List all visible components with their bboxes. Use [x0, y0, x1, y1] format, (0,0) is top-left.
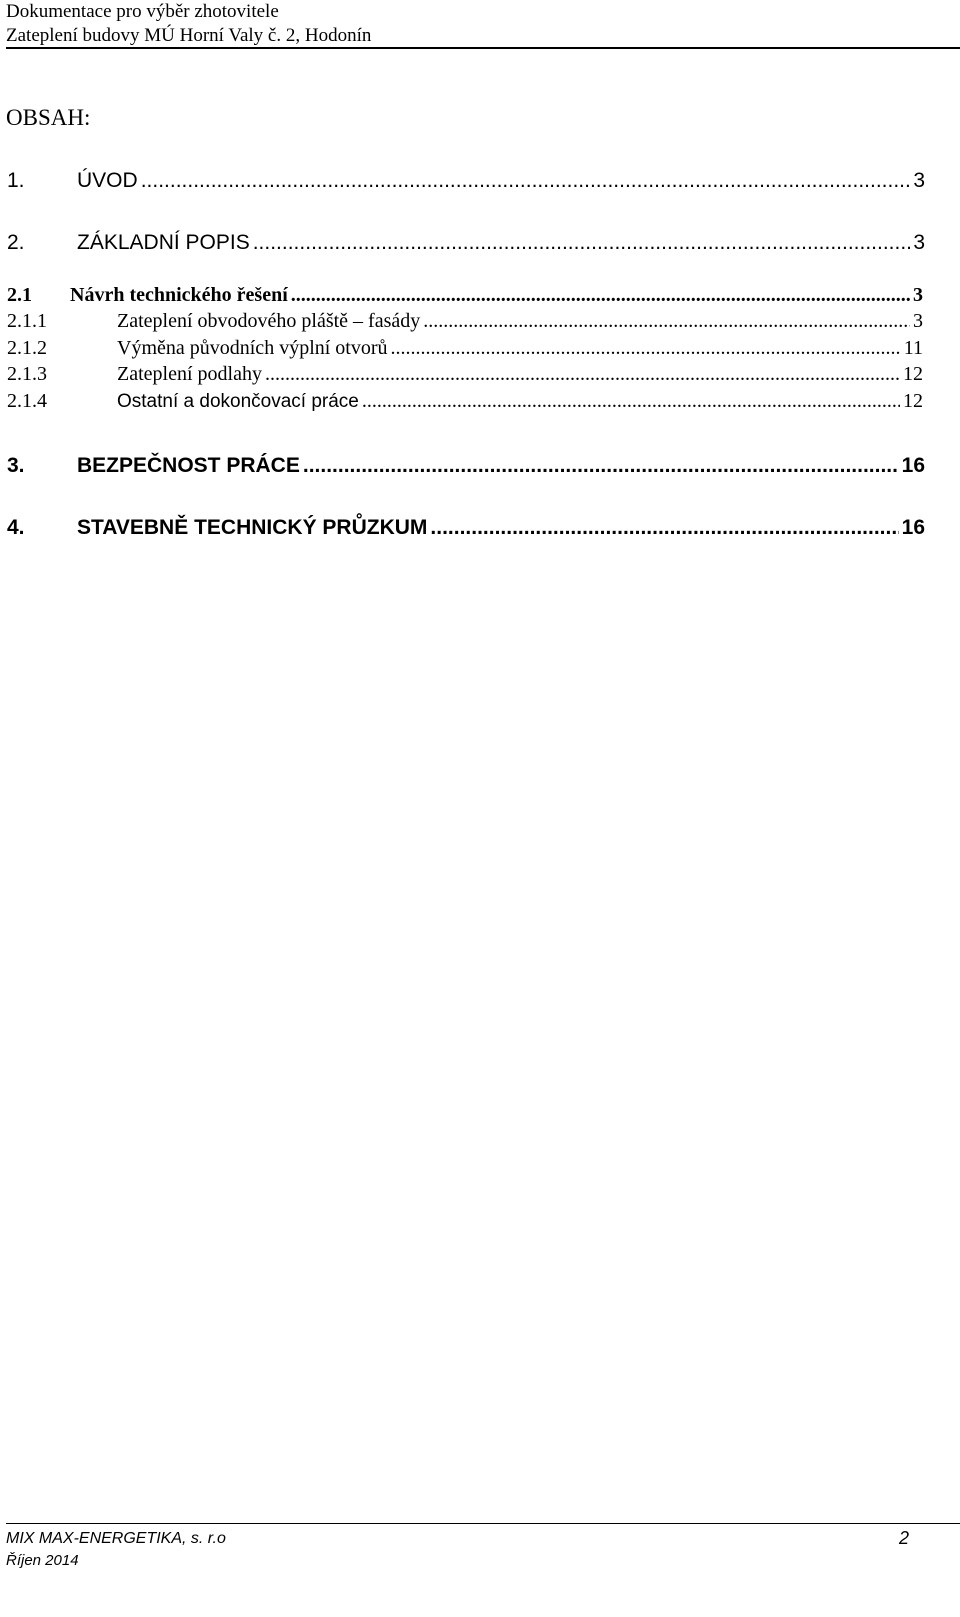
toc-entry-page: 16 — [901, 516, 925, 539]
toc-entry-text: Výměna původních výplní otvorů — [117, 337, 388, 359]
toc-dot-leader — [291, 284, 910, 307]
footer-company: MIX MAX-ENERGETIKA, s. r.o — [6, 1530, 226, 1547]
header-project-title: Zateplení budovy MÚ Horní Valy č. 2, Hodonín — [6, 25, 372, 46]
toc-entry-stavebne-technicky-pruzkum[interactable] — [7, 516, 925, 540]
toc-entry-page: 3 — [913, 284, 923, 306]
toc-entry-number: 3. — [7, 454, 25, 477]
toc-entry-vymena-vyplni[interactable] — [7, 337, 923, 360]
toc-entry-text: ZÁKLADNÍ POPIS — [77, 231, 250, 254]
toc-dot-leader — [265, 363, 900, 386]
toc-entry-zatepleni-plaste[interactable] — [7, 310, 923, 333]
toc-entry-text: BEZPEČNOST PRÁCE — [77, 454, 300, 477]
footer-page-number: 2 — [899, 1528, 910, 1548]
toc-entry-text: Zateplení obvodového pláště – fasády — [117, 310, 421, 332]
toc-dot-leader — [423, 310, 910, 333]
toc-entry-number: 2.1.4 — [7, 390, 47, 412]
toc-dot-leader — [303, 454, 899, 478]
toc-entry-number: 2.1.1 — [7, 310, 47, 332]
toc-entry-number: 2.1 — [7, 284, 32, 306]
toc-entry-navrh-reseni[interactable] — [7, 284, 923, 307]
toc-entry-number: 2.1.3 — [7, 363, 47, 385]
toc-entry-uvod[interactable] — [7, 169, 925, 193]
toc-entry-page: 16 — [901, 454, 925, 477]
toc-entry-number: 1. — [7, 169, 25, 192]
toc-entry-text: Zateplení podlahy — [117, 363, 262, 385]
toc-entry-ostatni-prace[interactable] — [7, 390, 923, 413]
toc-entry-zatepleni-podlahy[interactable] — [7, 363, 923, 386]
toc-entry-number: 2.1.2 — [7, 337, 47, 359]
toc-entry-page: 3 — [913, 310, 923, 332]
toc-entry-page: 11 — [903, 337, 923, 359]
toc-entry-text: ÚVOD — [77, 169, 138, 192]
toc-title: OBSAH: — [6, 105, 91, 130]
toc-dot-leader — [141, 169, 911, 193]
toc-dot-leader — [362, 390, 900, 413]
footer-date: Říjen 2014 — [6, 1552, 79, 1569]
toc-entry-text: STAVEBNĚ TECHNICKÝ PRŮZKUM — [77, 516, 428, 539]
toc-entry-number: 4. — [7, 516, 25, 539]
toc-entry-page: 12 — [903, 390, 923, 412]
toc-entry-number: 2. — [7, 231, 25, 254]
page-header — [6, 0, 960, 49]
toc-dot-leader — [253, 231, 911, 255]
toc-entry-text: Návrh technického řešení — [70, 284, 288, 306]
toc-entry-page: 12 — [903, 363, 923, 385]
toc-dot-leader — [391, 337, 901, 360]
toc-entry-bezpecnost-prace[interactable] — [7, 454, 925, 478]
toc-entry-page: 3 — [913, 169, 925, 192]
toc-entry-text: Ostatní a dokončovací práce — [117, 391, 359, 412]
toc-entry-zakladni-popis[interactable] — [7, 231, 925, 255]
toc-entry-page: 3 — [913, 231, 925, 254]
header-document-type: Dokumentace pro výběr zhotovitele — [6, 1, 279, 22]
toc-dot-leader — [430, 516, 898, 540]
page-footer — [6, 1523, 960, 1569]
